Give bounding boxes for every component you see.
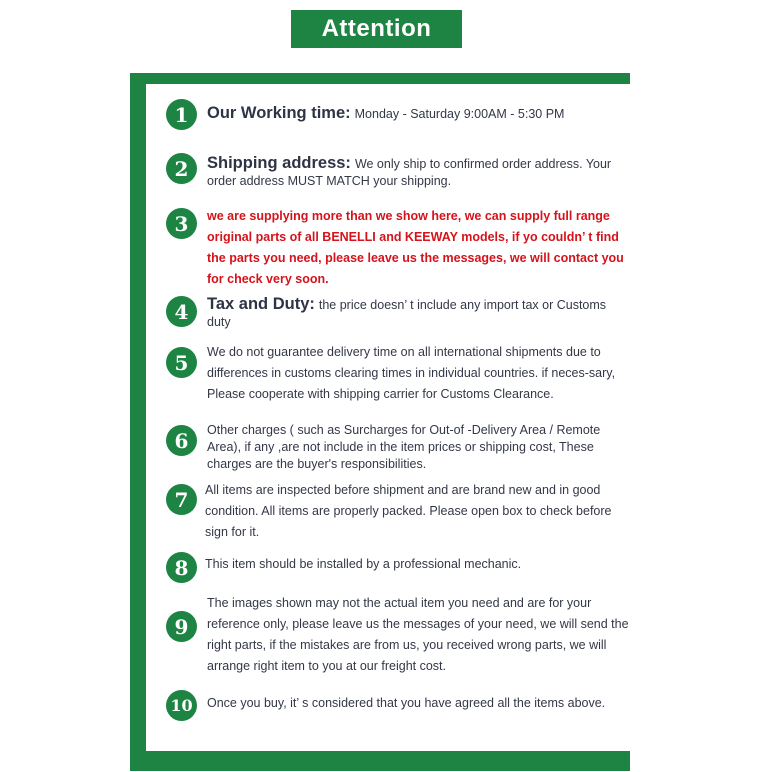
working-time-value: Monday - Saturday 9:00AM - 5:30 PM — [354, 107, 565, 121]
number-badge-6: 6 — [166, 425, 197, 456]
number-badge-5: 5 — [166, 347, 197, 378]
notice-text-1 — [207, 102, 630, 125]
number-badge-3: 3 — [166, 208, 197, 239]
shipping-address-text: We only ship to confirmed order address. Your order address MUST MATCH your shipping. — [207, 157, 612, 188]
notice-text-10: Once you buy, it’ s considered that you have agreed all the items above. — [207, 696, 606, 710]
working-time-heading: Our Working time: — [207, 104, 351, 122]
notice-text-9: The images shown may not the actual item you need and are for your reference only, please leave us the messages of your need, we will send the right parts, if the mistakes are from us, you received wrong parts, we will arrange right item to you at our freight cost. — [207, 596, 629, 673]
notice-text-8: This item should be installed by a professional mechanic. — [205, 557, 522, 571]
notice-text-6: Other charges ( such as Surcharges for Out-of -Delivery Area / Remote Area), if any ,are not include in the item prices or shipping cost, These charges are the buyer's responsibilities. — [207, 423, 601, 471]
number-badge-2: 2 — [166, 153, 197, 184]
number-badge-9: 9 — [166, 611, 197, 642]
notice-text-3: we are supplying more than we show here, we can supply full range original parts of all BENELLI and KEEWAY models, if yo couldn’ t find the parts you need, please leave us the messages, we will contact you for check very soon. — [207, 209, 624, 286]
number-badge-10: 10 — [166, 690, 197, 721]
number-badge-7: 7 — [166, 484, 197, 515]
notice-text-4 — [207, 296, 630, 331]
notice-text-7: All items are inspected before shipment and are brand new and in good condition. All items are properly packed. Please open box to check before sign for it. — [205, 483, 612, 539]
number-badge-8: 8 — [166, 552, 197, 583]
shipping-address-heading: Shipping address: — [207, 154, 351, 172]
attention-title: Attention — [291, 10, 462, 48]
tax-duty-text: the price doesn’ t include any import tax or Customs duty — [207, 298, 607, 329]
number-badge-1: 1 — [166, 99, 197, 130]
number-badge-4: 4 — [166, 296, 197, 327]
tax-duty-heading: Tax and Duty: — [207, 295, 315, 313]
notice-text-2 — [207, 155, 630, 190]
notice-text-5: We do not guarantee delivery time on all international shipments due to differences in customs clearing times in individual countries. if neces-sary, Please cooperate with shipping carrier for Customs Clearance. — [207, 345, 616, 401]
